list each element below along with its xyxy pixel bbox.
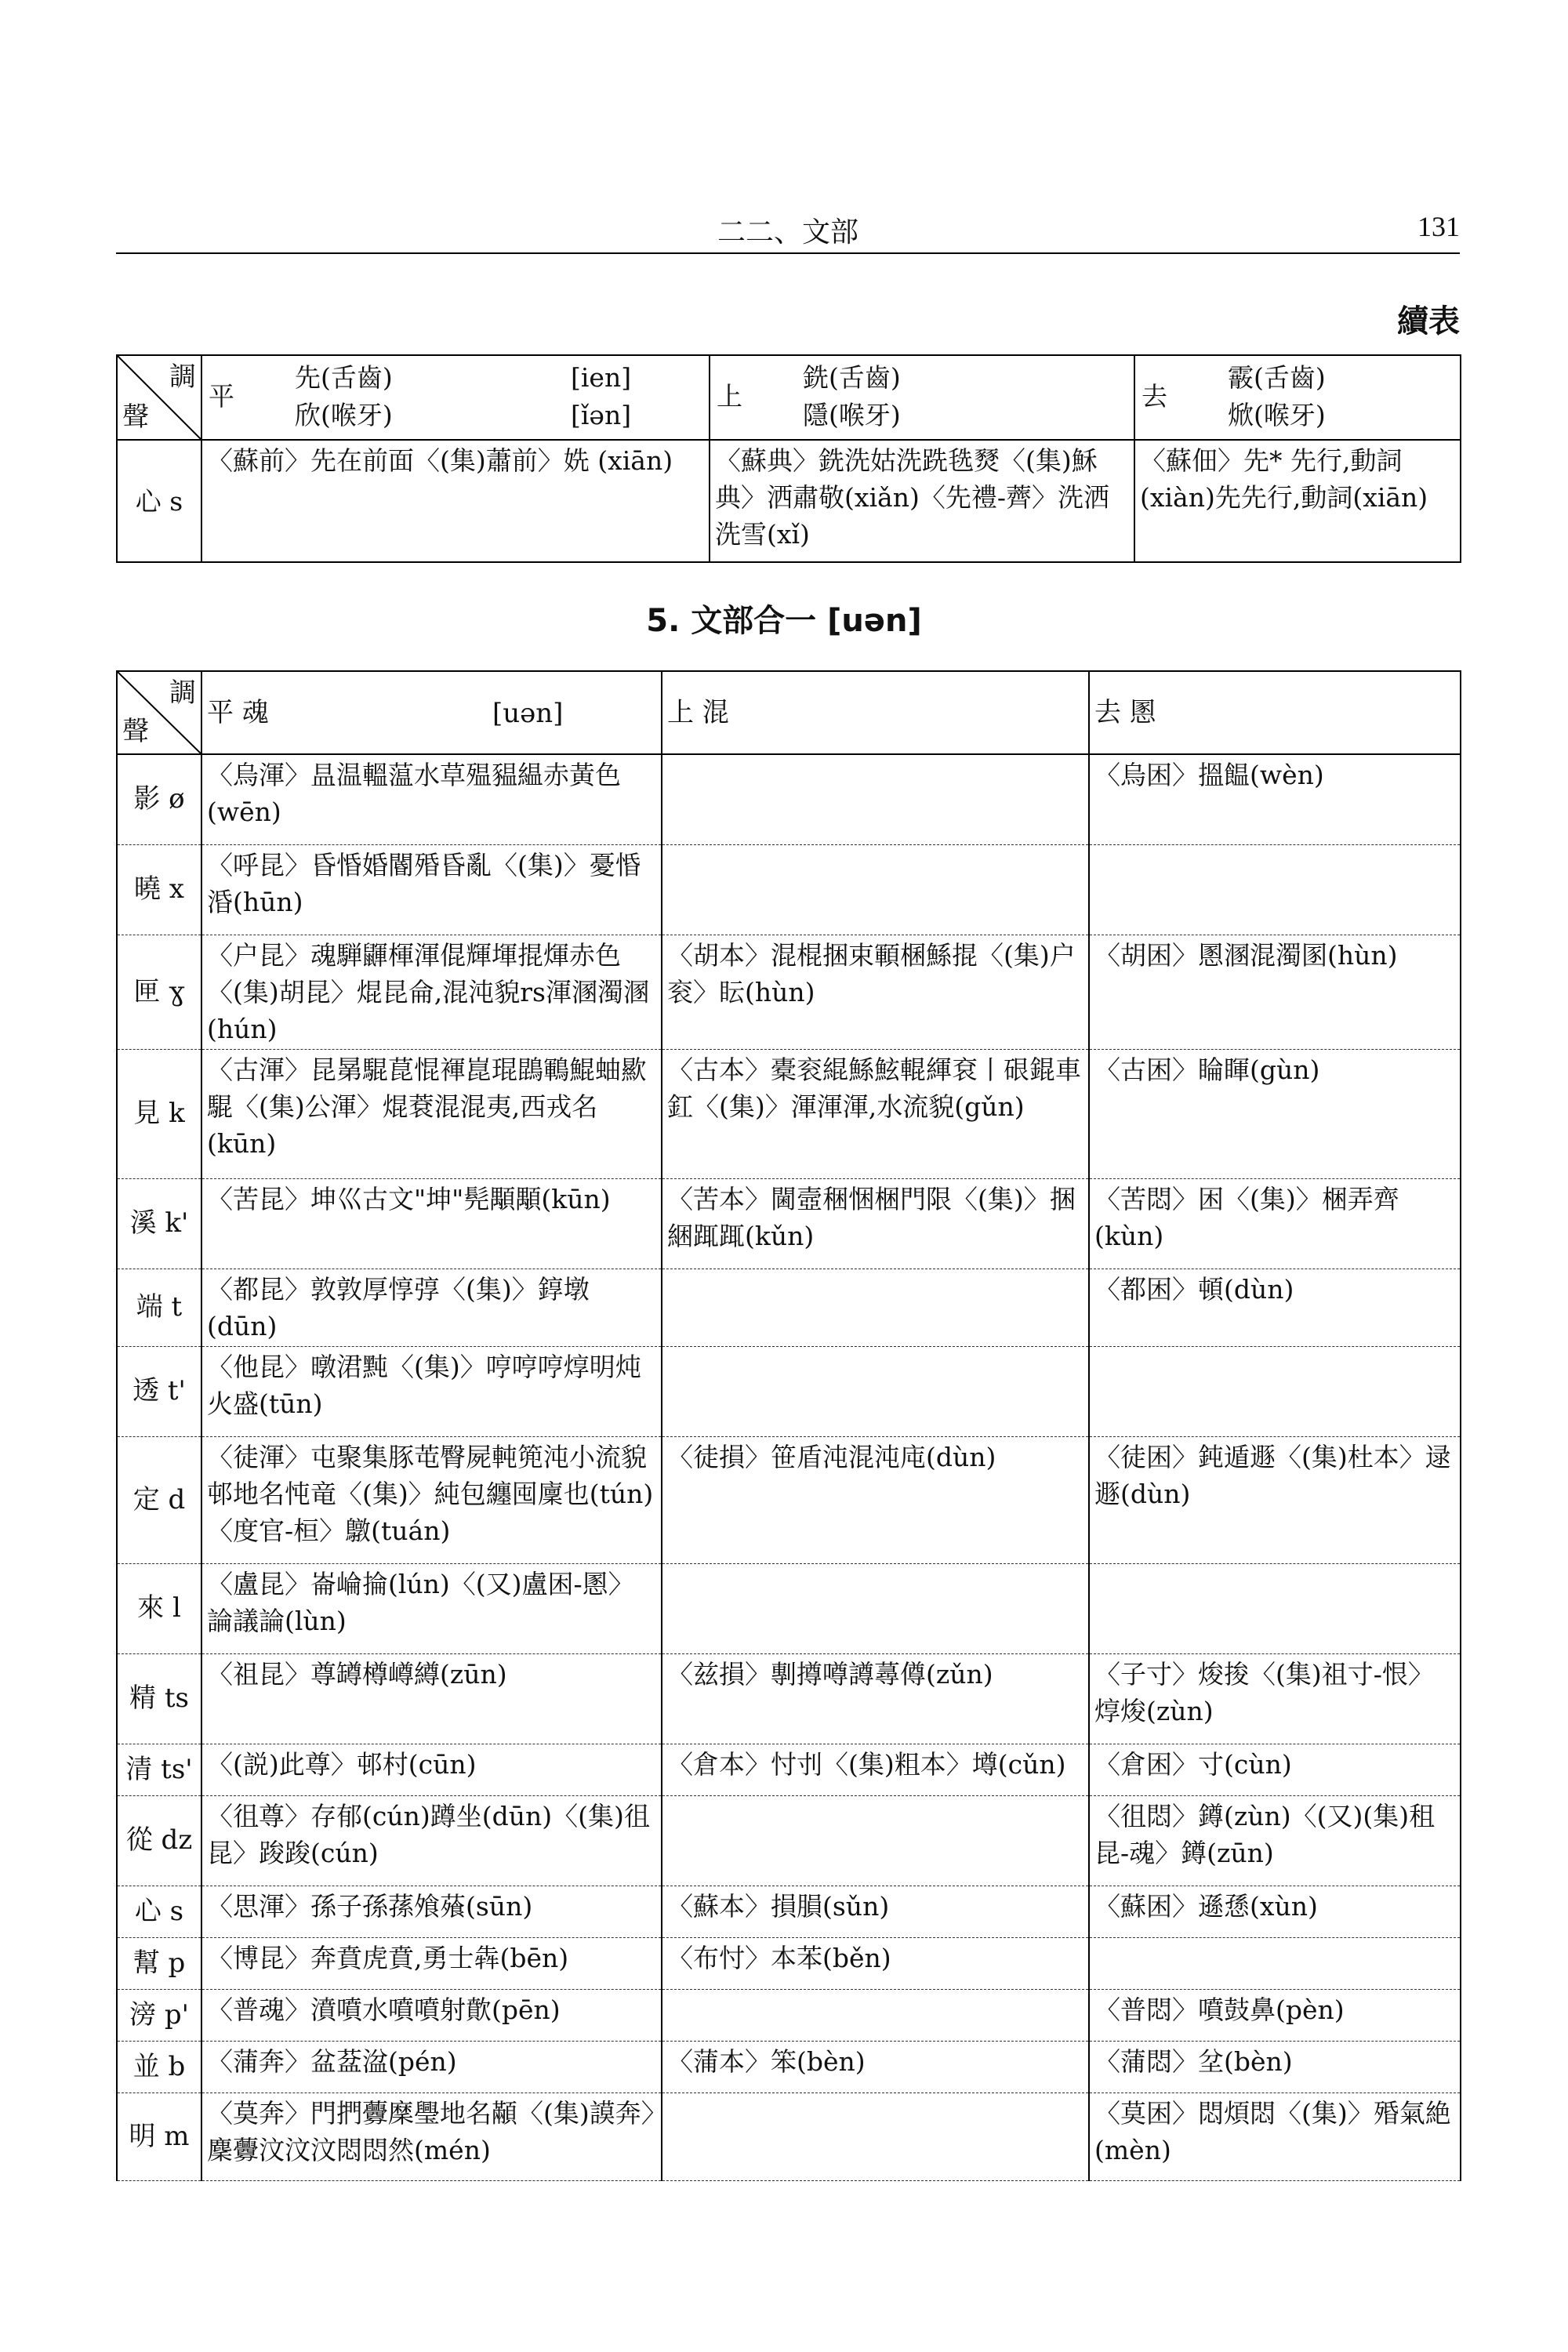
header-ping <box>201 671 662 754</box>
initial-label: 清 ts' <box>117 1744 201 1795</box>
cell-ping: 〈苦昆〉坤巛古文"坤"髡顒顒(kūn) <box>201 1178 662 1269</box>
initial-label: 定 d <box>117 1436 201 1563</box>
ipa-label: [ien] [ǐən] <box>571 362 632 430</box>
table-row <box>117 1989 1461 2041</box>
table-row <box>117 1653 1461 1744</box>
cell-ping: 〈户昆〉魂騨鼲楎渾倱輝堚掍煇赤色〈(集)胡昆〉焜昆侖,混沌貌rs渾溷濁溷(hún) <box>201 935 662 1049</box>
initial-label: 影 ø <box>117 754 201 844</box>
header-ping <box>201 355 710 440</box>
cell-ping: 〈徒渾〉屯聚集豚芚臀屍軘篼沌小流貌邨地名忳竜〈(集)〉純包纏囤廩也(tún)〈度官-桓〉鷻(tuán) <box>201 1436 662 1563</box>
cell-ping: 〈烏渾〉昷温轀蕰水草殟豱緼赤黃色(wēn) <box>201 754 662 844</box>
tone-rhyme-label: 平 魂 <box>207 696 269 728</box>
cell-qu: 〈胡困〉慁溷混濁圂(hùn) <box>1089 935 1461 1049</box>
cell-qu: 〈徒困〉鈍遁遯〈(集)杜本〉逯遯(dùn) <box>1089 1436 1461 1563</box>
table-wen-merged <box>116 670 1461 2181</box>
cell-qu <box>1089 1346 1461 1436</box>
tone-label: 平 <box>209 381 234 412</box>
cell-qu <box>1089 844 1461 935</box>
cell-shang: 〈兹損〉剸撙噂譐蕁僔(zǔn) <box>662 1653 1089 1744</box>
cell-qu: 〈古困〉睔睴(gùn) <box>1089 1049 1461 1178</box>
cell-shang <box>662 1346 1089 1436</box>
cell-qu: 〈苦悶〉困〈(集)〉梱弄齊(kùn) <box>1089 1178 1461 1269</box>
table-row <box>117 2041 1461 2092</box>
initial-label: 明 m <box>117 2092 201 2180</box>
initial-label: 心 s <box>117 440 201 562</box>
tone-label: 上 <box>717 381 742 412</box>
cell-shang <box>662 844 1089 935</box>
cell-qu: 〈烏困〉搵饂(wèn) <box>1089 754 1461 844</box>
axis-corner <box>117 355 201 440</box>
cell-shang: 〈蘇本〉損䐣(sǔn) <box>662 1886 1089 1937</box>
running-header <box>116 205 1460 254</box>
table-continued <box>116 354 1461 563</box>
chapter-title: 二二、文部 <box>717 216 858 249</box>
cell-ping: 〈思渾〉孫子孫蓀飧蕵(sūn) <box>201 1886 662 1937</box>
initial-label: 滂 p' <box>117 1989 201 2041</box>
axis-corner <box>117 671 201 754</box>
table-row <box>117 1436 1461 1563</box>
table-row <box>117 844 1461 935</box>
rhyme-names: 銑(舌齒) 隱(喉牙) <box>803 362 901 430</box>
cell-ping: 〈普魂〉濆噴水噴噴射歕(pēn) <box>201 1989 662 2041</box>
cell-shang <box>662 1563 1089 1653</box>
table-row <box>117 1744 1461 1795</box>
cell-qu: 〈都困〉頓(dùn) <box>1089 1269 1461 1346</box>
cell-shang <box>662 1269 1089 1346</box>
initial-label: 精 ts <box>117 1653 201 1744</box>
cell-ping: 〈蘇前〉先在前面〈(集)蕭前〉姺 (xiān) <box>201 440 710 562</box>
cell-ping: 〈他昆〉暾涒黗〈(集)〉哼哼哼焞明炖火盛(tūn) <box>201 1346 662 1436</box>
cell-ping: 〈祖昆〉尊罇樽嶟繜(zūn) <box>201 1653 662 1744</box>
cell-shang <box>662 1795 1089 1886</box>
tone-axis-label: 調 <box>169 361 196 393</box>
table-row <box>117 1937 1461 1989</box>
cell-ping: 〈蒲奔〉盆葐湓(pén) <box>201 2041 662 2092</box>
table-row <box>117 935 1461 1049</box>
cell-ping: 〈(説)此尊〉邨村(cūn) <box>201 1744 662 1795</box>
initial-label: 端 t <box>117 1269 201 1346</box>
cell-qu <box>1089 1563 1461 1653</box>
table-row <box>117 1346 1461 1436</box>
cell-qu: 〈莫困〉悶煩悶〈(集)〉殙氣絶(mèn) <box>1089 2092 1461 2180</box>
cell-shang: 〈蘇典〉銑洗姑洗跣毨燹〈(集)穌典〉洒肅敬(xiǎn)〈先禮-薺〉洗洒洗雪(xǐ) <box>710 440 1134 562</box>
table-row <box>117 754 1461 844</box>
cell-qu: 〈蒲悶〉坌(bèn) <box>1089 2041 1461 2092</box>
table-row <box>117 1563 1461 1653</box>
cell-shang: 〈蒲本〉笨(bèn) <box>662 2041 1089 2092</box>
cell-ping: 〈盧昆〉崙崘掄(lún)〈(又)盧困-慁〉論議論(lùn) <box>201 1563 662 1653</box>
cell-ping: 〈博昆〉奔賁虎賁,勇士犇(bēn) <box>201 1937 662 1989</box>
cell-qu: 〈蘇困〉遜愻(xùn) <box>1089 1886 1461 1937</box>
cell-ping: 〈莫奔〉門捫虋穈璺地名顢〈(集)謨奔〉麇虋汶汶汶悶悶然(mén) <box>201 2092 662 2180</box>
cell-shang <box>662 2092 1089 2180</box>
cell-shang: 〈徒損〉笹盾沌混沌庉(dùn) <box>662 1436 1089 1563</box>
initial-label: 溪 k' <box>117 1178 201 1269</box>
cell-ping: 〈古渾〉昆晜騉菎惃褌崑琨鵾鶤鯤蚰歞騉〈(集)公渾〉焜蔉混混夷,西戎名(kūn) <box>201 1049 662 1178</box>
table-row <box>117 2092 1461 2180</box>
table-row <box>117 1269 1461 1346</box>
initial-axis-label: 聲 <box>122 401 149 433</box>
initial-label: 匣 ɣ <box>117 935 201 1049</box>
initial-label: 見 k <box>117 1049 201 1178</box>
initial-label: 幫 p <box>117 1937 201 1989</box>
cell-qu: 〈蘇佃〉先* 先行,動詞(xiàn)先先行,動詞(xiān) <box>1134 440 1461 562</box>
cell-shang: 〈倉本〉忖刌〈(集)粗本〉墫(cǔn) <box>662 1744 1089 1795</box>
initial-label: 透 t' <box>117 1346 201 1436</box>
header-shang: 上 混 <box>662 671 1089 754</box>
cell-shang: 〈布忖〉本苯(běn) <box>662 1937 1089 1989</box>
cell-shang: 〈苦本〉閫壼稇悃梱門限〈(集)〉捆綑踂踂(kǔn) <box>662 1178 1089 1269</box>
tone-label: 去 <box>1142 381 1167 412</box>
table-row <box>117 1886 1461 1937</box>
header-qu <box>1134 355 1461 440</box>
ipa-label: [uən] <box>492 698 564 729</box>
header-shang <box>710 355 1134 440</box>
initial-axis-label: 聲 <box>122 716 149 747</box>
cell-qu: 〈徂悶〉鐏(zùn)〈(又)(集)租昆-魂〉鐏(zūn) <box>1089 1795 1461 1886</box>
cell-ping: 〈徂尊〉存郁(cún)蹲坐(dūn)〈(集)徂昆〉踆踆(cún) <box>201 1795 662 1886</box>
cell-shang: 〈胡本〉混棍捆束顐棞鯀掍〈(集)户衮〉眃(hùn) <box>662 935 1089 1049</box>
initial-label: 心 s <box>117 1886 201 1937</box>
page-number: 131 <box>1417 211 1460 242</box>
initial-label: 並 b <box>117 2041 201 2092</box>
tone-axis-label: 調 <box>169 677 196 709</box>
table-row <box>117 1049 1461 1178</box>
cell-shang: 〈古本〉橐衮緄鯀鮌輥緷袞丨硍錕車釭〈(集)〉渾渾渾,水流貌(gǔn) <box>662 1049 1089 1178</box>
rhyme-names: 先(舌齒) 欣(喉牙) <box>295 362 393 430</box>
rhyme-names: 霰(舌齒) 焮(喉牙) <box>1228 362 1326 430</box>
cell-shang <box>662 754 1089 844</box>
cell-ping: 〈呼昆〉昏惛婚閽殙昏亂〈(集)〉憂惛涽(hūn) <box>201 844 662 935</box>
section-title: 5. 文部合一 [uən] <box>646 603 922 639</box>
cell-qu: 〈子寸〉焌捘〈(集)祖寸-恨〉焞焌(zùn) <box>1089 1653 1461 1744</box>
cell-qu: 〈倉困〉寸(cùn) <box>1089 1744 1461 1795</box>
cell-ping: 〈都昆〉敦敦厚惇弴〈(集)〉錞墩(dūn) <box>201 1269 662 1346</box>
initial-label: 曉 x <box>117 844 201 935</box>
initial-label: 從 dz <box>117 1795 201 1886</box>
continued-label: 續表 <box>1397 303 1460 339</box>
header-qu: 去 慁 <box>1089 671 1461 754</box>
table-row <box>117 1795 1461 1886</box>
cell-qu <box>1089 1937 1461 1989</box>
initial-label: 來 l <box>117 1563 201 1653</box>
cell-qu: 〈普悶〉噴鼓鼻(pèn) <box>1089 1989 1461 2041</box>
table-row <box>117 1178 1461 1269</box>
cell-shang <box>662 1989 1089 2041</box>
